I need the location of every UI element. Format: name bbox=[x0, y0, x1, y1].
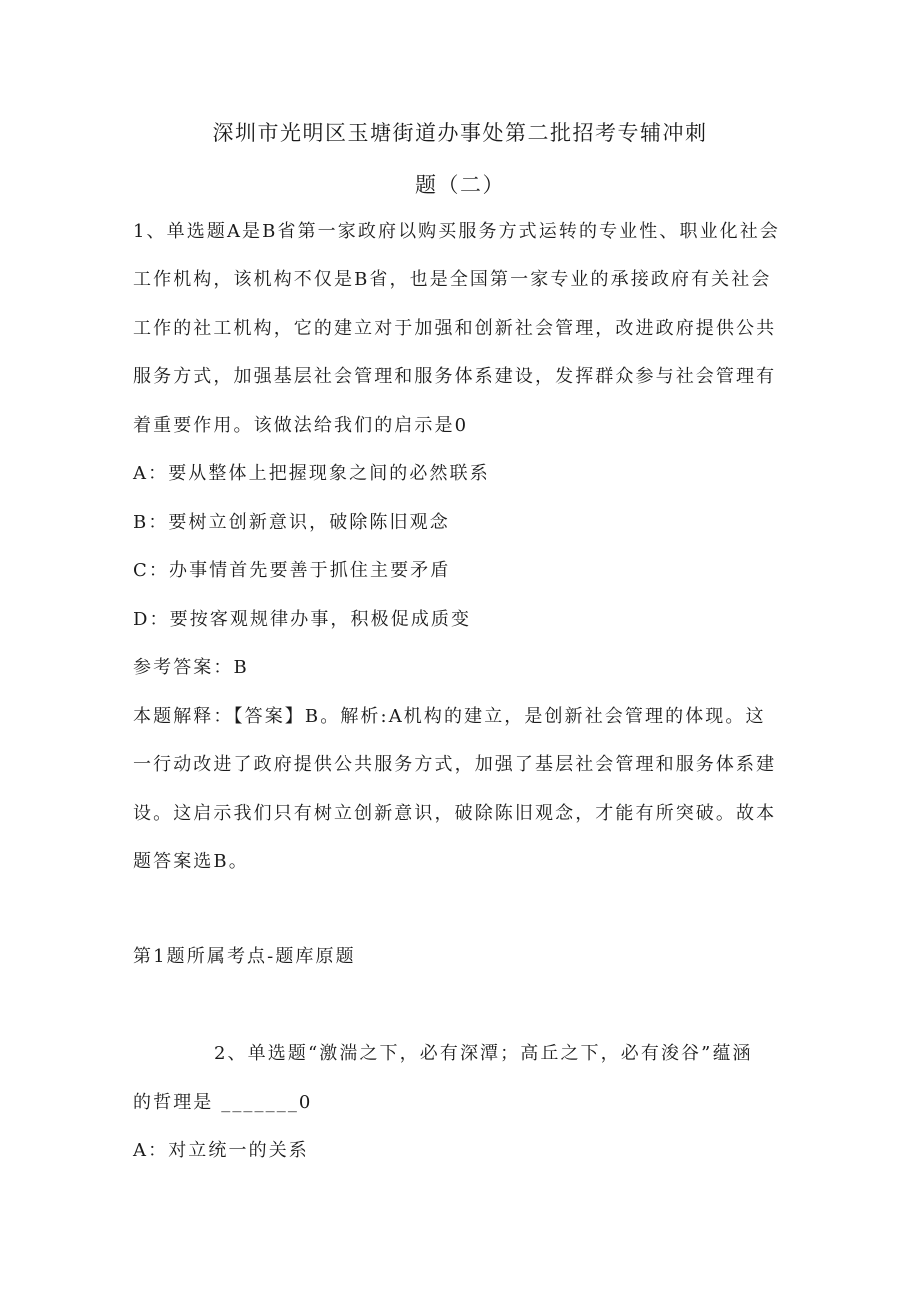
question-1-option-d: D：要按客观规律办事，积极促成质变 bbox=[133, 609, 472, 630]
question-1-text-line-3: 工作的社工机构，它的建立对于加强和创新社会管理，改进政府提供公共 bbox=[133, 318, 777, 339]
question-2-option-a: A：对立统一的关系 bbox=[133, 1140, 309, 1161]
question-2-text-line-1: 2、单选题“激湍之下，必有深潭；高丘之下，必有浚谷”蕴涵 bbox=[214, 1043, 753, 1064]
question-1-explanation-line-1: 本题解释：【答案】B。解析:A机构的建立，是创新社会管理的体现。这 bbox=[133, 706, 766, 727]
question-1-topic: 第1题所属考点-题库原题 bbox=[133, 946, 356, 967]
question-1-option-b: B：要树立创新意识，破除陈旧观念 bbox=[133, 512, 450, 533]
question-1-text-line-5: 着重要作用。该做法给我们的启示是0 bbox=[133, 415, 469, 436]
document-title-line-1: 深圳市光明区玉塘街道办事处第二批招考专辅冲刺 bbox=[212, 121, 708, 145]
question-1-explanation-line-2: 一行动改进了政府提供公共服务方式，加强了基层社会管理和服务体系建 bbox=[133, 754, 777, 775]
question-1-text-line-2: 工作机构，该机构不仅是B省，也是全国第一家专业的承接政府有关社会 bbox=[133, 269, 772, 290]
document-title-line-2: 题（二） bbox=[415, 173, 505, 197]
question-2-text-line-2: 的哲理是 _______0 bbox=[133, 1092, 313, 1113]
question-1-text-line-4: 服务方式，加强基层社会管理和服务体系建设，发挥群众参与社会管理有 bbox=[133, 366, 777, 387]
question-1-text-line-1: 1、单选题A是B省第一家政府以购买服务方式运转的专业性、职业化社会 bbox=[133, 221, 780, 242]
question-1-option-c: C：办事情首先要善于抓住主要矛盾 bbox=[133, 560, 451, 581]
question-1-explanation-line-3: 设。这启示我们只有树立创新意识，破除陈旧观念，才能有所突破。故本 bbox=[133, 803, 777, 824]
question-1-option-a: A：要从整体上把握现象之间的必然联系 bbox=[133, 463, 490, 484]
question-1-answer: 参考答案：B bbox=[133, 657, 249, 678]
question-1-explanation-line-4: 题答案选B。 bbox=[133, 851, 249, 872]
